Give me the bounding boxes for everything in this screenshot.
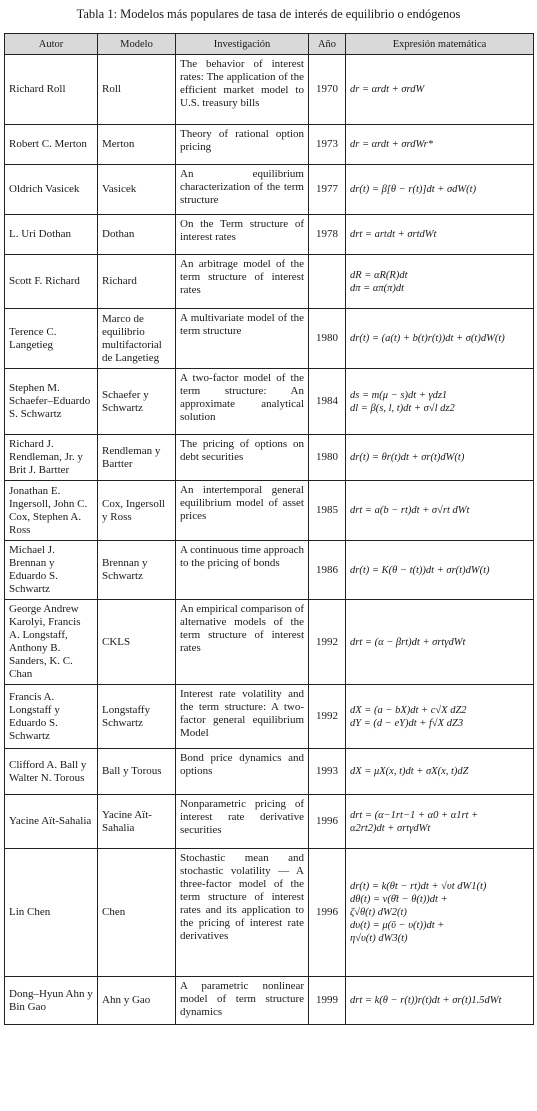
cell-modelo: Vasicek — [98, 165, 176, 215]
cell-expresion: drt = k(θ − r(t))r(t)dt + σr(t)1.5dWt — [346, 977, 534, 1025]
cell-investigacion: An arbitrage model of the term structure of interest rates — [176, 255, 309, 309]
cell-modelo: Ball y Torous — [98, 749, 176, 795]
cell-anio: 1992 — [309, 600, 346, 685]
cell-investigacion: The pricing of options on debt securities — [176, 435, 309, 481]
header-investigacion: Investigación — [176, 34, 309, 55]
cell-modelo: Roll — [98, 55, 176, 125]
cell-anio: 1999 — [309, 977, 346, 1025]
cell-investigacion: A parametric nonlinear model of term structure dynamics — [176, 977, 309, 1025]
table-row — [5, 435, 534, 481]
cell-expresion: dX = μX(x, t)dt + σX(x, t)dZ — [346, 749, 534, 795]
models-table — [4, 33, 534, 1025]
cell-autor: Stephen M. Schaefer–Eduardo S. Schwartz — [5, 369, 98, 435]
table-caption: Tabla 1: Modelos más populares de tasa de interés de equilibrio o endógenos — [76, 7, 461, 21]
cell-investigacion: Stochastic mean and stochastic volatility — A three-factor model of the term structure of interest rates and its application to the pricing of interest rate derivatives — [176, 849, 309, 977]
cell-autor: L. Uri Dothan — [5, 215, 98, 255]
cell-anio: 1970 — [309, 55, 346, 125]
table-row — [5, 309, 534, 369]
table-row — [5, 255, 534, 309]
cell-investigacion: Bond price dynamics and options — [176, 749, 309, 795]
cell-autor: Michael J. Brennan y Eduardo S. Schwartz — [5, 541, 98, 600]
cell-autor: Richard J. Rendleman, Jr. y Brit J. Bartter — [5, 435, 98, 481]
table-row — [5, 125, 534, 165]
cell-expresion: dr(t) = K(θ − t(t))dt + σr(t)dW(t) — [346, 541, 534, 600]
cell-modelo: CKLS — [98, 600, 176, 685]
table-row — [5, 600, 534, 685]
cell-autor: Robert C. Merton — [5, 125, 98, 165]
table-header-row — [5, 34, 534, 55]
cell-expresion: drt = (α − βrt)dt + σrtγdWt — [346, 600, 534, 685]
cell-investigacion: A two-factor model of the term structure: An approximate analytical solution — [176, 369, 309, 435]
cell-investigacion: A multivariate model of the term structure — [176, 309, 309, 369]
cell-autor: Francis A. Longstaff y Eduardo S. Schwartz — [5, 685, 98, 749]
cell-anio: 1977 — [309, 165, 346, 215]
cell-expresion: dr = αrdt + σrdWr* — [346, 125, 534, 165]
cell-investigacion: Nonparametric pricing of interest rate derivative securities — [176, 795, 309, 849]
cell-expresion: dX = (a − bX)dt + c√X dZ2 dY = (d − eY)dt + f√X dZ3 — [346, 685, 534, 749]
cell-anio: 1978 — [309, 215, 346, 255]
cell-modelo: Brennan y Schwartz — [98, 541, 176, 600]
table-row — [5, 849, 534, 977]
cell-anio: 1973 — [309, 125, 346, 165]
table-row — [5, 749, 534, 795]
cell-anio: 1996 — [309, 849, 346, 977]
cell-autor: Scott F. Richard — [5, 255, 98, 309]
cell-anio: 1996 — [309, 795, 346, 849]
cell-autor: Richard Roll — [5, 55, 98, 125]
table-row — [5, 795, 534, 849]
cell-modelo: Chen — [98, 849, 176, 977]
cell-expresion: ds = m(μ − s)dt + γdz1 dl = β(s, l, t)dt + σ√l dz2 — [346, 369, 534, 435]
cell-expresion: drt = a(b − rt)dt + σ√rt dWt — [346, 481, 534, 541]
table-row — [5, 369, 534, 435]
cell-expresion: dr(t) = β[θ − r(t)]dt + σdW(t) — [346, 165, 534, 215]
cell-investigacion: Theory of rational option pricing — [176, 125, 309, 165]
header-anio: Año — [309, 34, 346, 55]
cell-autor: Clifford A. Ball y Walter N. Torous — [5, 749, 98, 795]
cell-investigacion: On the Term structure of interest rates — [176, 215, 309, 255]
cell-expresion: dr(t) = θr(t)dt + σr(t)dW(t) — [346, 435, 534, 481]
table-row — [5, 215, 534, 255]
table-row — [5, 977, 534, 1025]
table-row — [5, 165, 534, 215]
cell-autor: Jonathan E. Ingersoll, John C. Cox, Stephen A. Ross — [5, 481, 98, 541]
cell-modelo: Rendleman y Bartter — [98, 435, 176, 481]
cell-modelo: Richard — [98, 255, 176, 309]
cell-expresion: dr = αrdt + σrdW — [346, 55, 534, 125]
cell-anio: 1992 — [309, 685, 346, 749]
cell-anio: 1980 — [309, 309, 346, 369]
cell-autor: Dong–Hyun Ahn y Bin Gao — [5, 977, 98, 1025]
cell-anio — [309, 255, 346, 309]
cell-investigacion: Interest rate volatility and the term structure: A two-factor general equilibrium Model — [176, 685, 309, 749]
table-row — [5, 55, 534, 125]
cell-expresion: drt = (α−1rt−1 + α0 + α1rt + α2rt2)dt + σrtγdWt — [346, 795, 534, 849]
cell-modelo: Ahn y Gao — [98, 977, 176, 1025]
cell-modelo: Cox, Ingersoll y Ross — [98, 481, 176, 541]
cell-investigacion: An empirical comparison of alternative models of the term structure of interest rates — [176, 600, 309, 685]
cell-expresion: drt = artdt + σrtdWt — [346, 215, 534, 255]
table-row — [5, 481, 534, 541]
cell-expresion: dr(t) = k(θt − rt)dt + √υt dW1(t) dθ(t) = ν(θ̄t − θ(t))dt + ζ√θ(t) dW2(t) dυ(t) = μ(ῡ − υ(t))dt + η√υ(t) dW3(t) — [346, 849, 534, 977]
cell-autor: Lin Chen — [5, 849, 98, 977]
cell-autor: Yacine Aït-Sahalia — [5, 795, 98, 849]
cell-anio: 1993 — [309, 749, 346, 795]
table-row — [5, 685, 534, 749]
cell-anio: 1984 — [309, 369, 346, 435]
cell-autor: Oldrich Vasicek — [5, 165, 98, 215]
cell-autor: George Andrew Karolyi, Francis A. Longstaff, Anthony B. Sanders, K. C. Chan — [5, 600, 98, 685]
cell-anio: 1980 — [309, 435, 346, 481]
table-row — [5, 541, 534, 600]
cell-modelo: Marco de equilibrio multifactorial de Langetieg — [98, 309, 176, 369]
cell-autor: Terence C. Langetieg — [5, 309, 98, 369]
cell-investigacion: A continuous time approach to the pricing of bonds — [176, 541, 309, 600]
cell-investigacion: An intertemporal general equilibrium model of asset prices — [176, 481, 309, 541]
cell-anio: 1985 — [309, 481, 346, 541]
cell-anio: 1986 — [309, 541, 346, 600]
cell-expresion: dR = αR(R)dt dπ = απ(π)dt — [346, 255, 534, 309]
cell-expresion: dr(t) = (a(t) + b(t)r(t))dt + σ(t)dW(t) — [346, 309, 534, 369]
header-autor: Autor — [5, 34, 98, 55]
cell-modelo: Dothan — [98, 215, 176, 255]
header-modelo: Modelo — [98, 34, 176, 55]
header-expresion: Expresión matemática — [346, 34, 534, 55]
cell-modelo: Merton — [98, 125, 176, 165]
cell-investigacion: An equilibrium characterization of the term structure — [176, 165, 309, 215]
cell-modelo: Yacine Aït-Sahalia — [98, 795, 176, 849]
cell-modelo: Longstaffy Schwartz — [98, 685, 176, 749]
cell-investigacion: The behavior of interest rates: The application of the efficient market model to U.S. treasury bills — [176, 55, 309, 125]
cell-modelo: Schaefer y Schwartz — [98, 369, 176, 435]
